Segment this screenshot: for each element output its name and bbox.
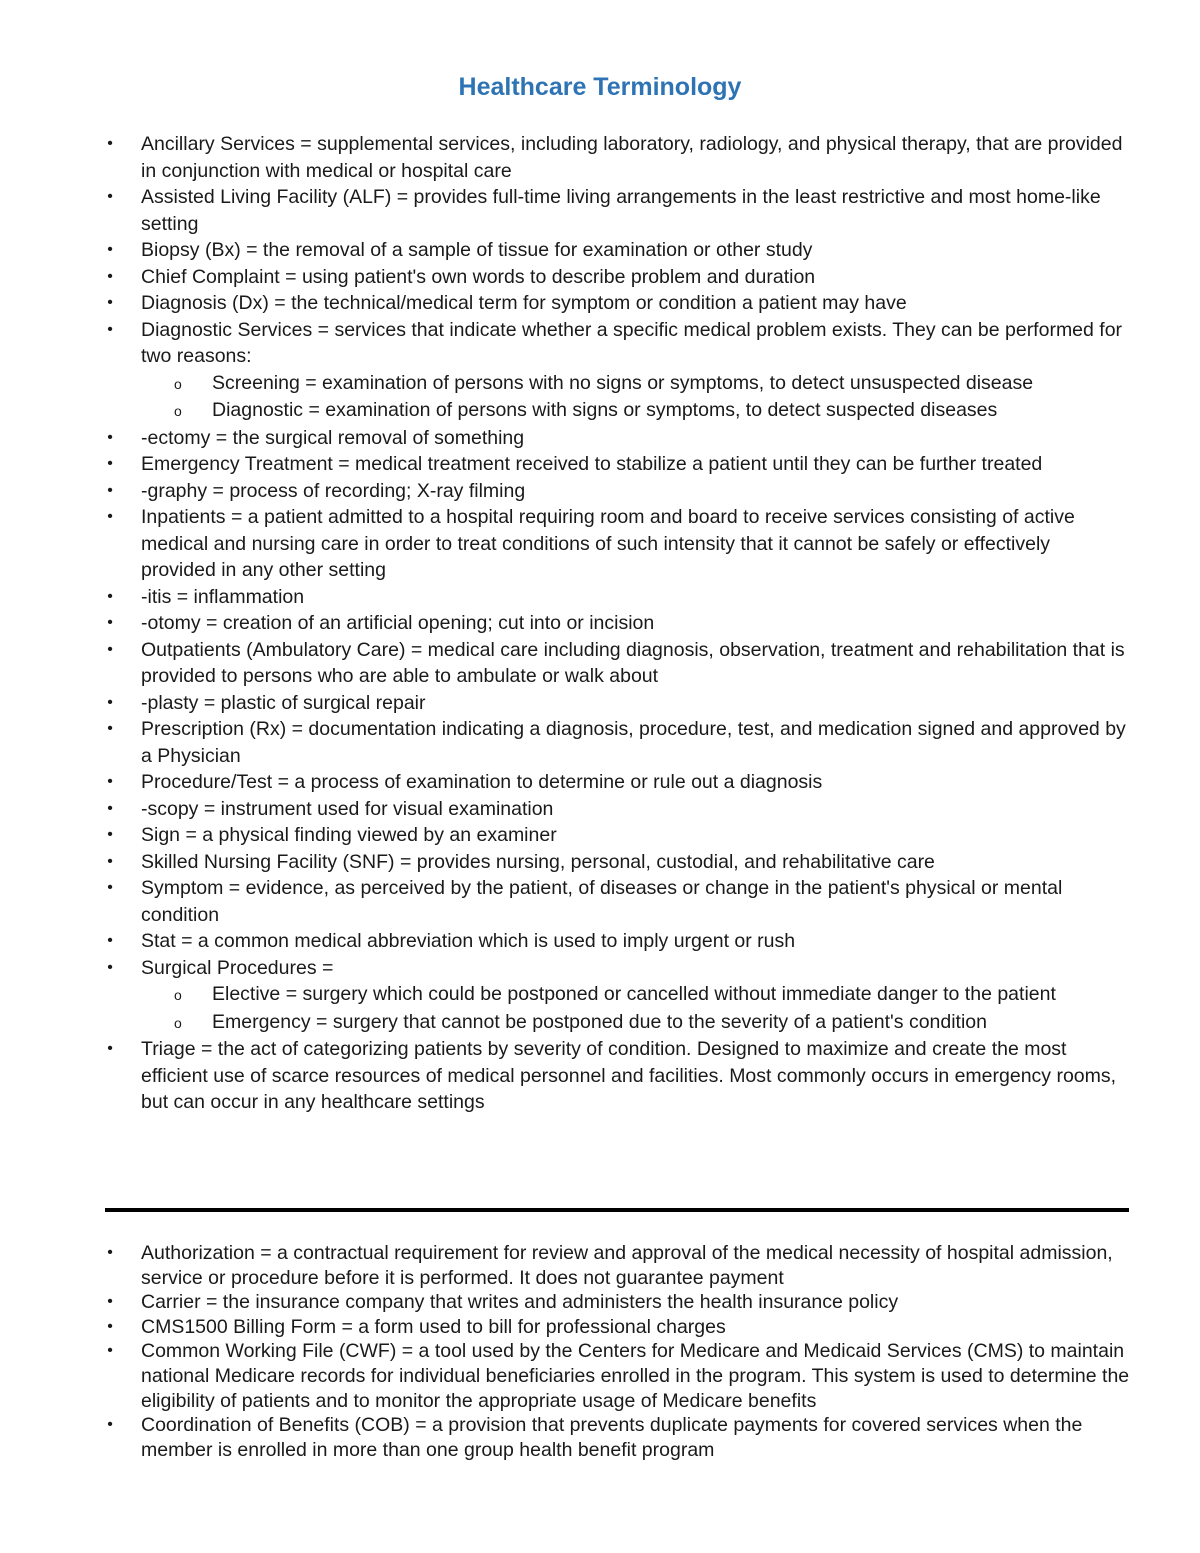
term-text: Common Working File (CWF) = a tool used by the Centers for Medicare and Medicaid Services (CMS) to maintain national Medicare records for individual beneficiaries enrolled in the program. This system is used to determine the eligibility of patients and to monitor the appropriate usage of Medicare benefits [141, 1340, 1130, 1412]
list-item [0, 849, 1200, 876]
list-item [0, 184, 1200, 237]
bullet-icon: • [107, 1040, 113, 1057]
term-text: -scopy = instrument used for visual examination [141, 797, 554, 820]
bullet-icon: • [107, 773, 113, 790]
term-text: -itis = inflammation [141, 585, 305, 608]
term-text: Assisted Living Facility (ALF) = provides full-time living arrangements in the least restrictive and most home-like setting [141, 186, 1101, 235]
bullet-icon: • [107, 879, 113, 896]
list-item [0, 1413, 1200, 1462]
list-item [0, 822, 1200, 849]
term-text: Sign = a physical finding viewed by an examiner [141, 824, 557, 846]
bullet-icon: • [107, 826, 113, 843]
list-item [0, 290, 1200, 317]
list-item [0, 264, 1200, 291]
bullet-icon: • [107, 508, 113, 525]
term-text: Ancillary Services = supplemental services, including laboratory, radiology, and physical therapy, that are provided in conjunction with medical or hospital care [141, 133, 1123, 182]
bullet-icon: • [107, 587, 113, 605]
sub-bullet-icon: o [174, 375, 182, 392]
list-item [0, 1339, 1200, 1413]
list-item [0, 690, 1200, 717]
page-title: Healthcare Terminology [458, 73, 742, 101]
term-text: Coordination of Benefits (COB) = a provision that prevents duplicate payments for covered services when the member is enrolled in more than one group health benefit program [141, 1414, 1083, 1461]
bullet-icon: • [107, 640, 113, 658]
list-item [0, 504, 1200, 584]
term-text: CMS1500 Billing Form = a form used to bill for professional charges [141, 1315, 726, 1338]
list-item [0, 131, 1200, 184]
list-item [0, 1315, 1200, 1340]
sub-term-text: Diagnostic = examination of persons with signs or symptoms, to detect suspected diseases [212, 399, 998, 421]
term-text: Diagnostic Services = services that indicate whether a specific medical problem exists. They can be performed for two reasons: [141, 318, 1123, 367]
list-item [0, 1036, 1200, 1116]
bullet-icon: • [107, 481, 113, 499]
term-text: Stat = a common medical abbreviation which is used to imply urgent or rush [141, 930, 796, 952]
terminology-list-1 [0, 131, 1200, 1116]
list-item [0, 237, 1200, 264]
bullet-icon: • [107, 188, 113, 205]
list-item [0, 928, 1200, 955]
list-item [0, 716, 1200, 769]
sub-list-item [141, 397, 1130, 425]
sub-list-item [141, 370, 1130, 398]
bullet-icon: • [107, 852, 113, 870]
sub-term-text: Screening = examination of persons with no signs or symptoms, to detect unsuspected disease [212, 371, 1034, 394]
bullet-icon: • [107, 1342, 113, 1360]
bullet-icon: • [107, 693, 113, 711]
term-text: Biopsy (Bx) = the removal of a sample of tissue for examination or other study [141, 239, 813, 261]
list-item [0, 425, 1200, 452]
terminology-list-2 [0, 1241, 1200, 1462]
bullet-icon: • [107, 1317, 113, 1335]
term-text: -graphy = process of recording; X-ray filming [141, 479, 526, 502]
term-text: -plasty = plastic of surgical repair [141, 691, 426, 714]
list-item [0, 769, 1200, 796]
term-text: Procedure/Test = a process of examination to determine or rule out a diagnosis [141, 771, 823, 793]
list-item [0, 1241, 1200, 1290]
list-item [0, 955, 1200, 1037]
bullet-icon: • [107, 428, 113, 446]
term-text: Authorization = a contractual requirement for review and approval of the medical necessity of hospital admission, service or procedure before it is performed. It does not guarantee payment [141, 1242, 1113, 1289]
term-text: Surgical Procedures = [141, 956, 334, 979]
bullet-icon: • [107, 1416, 113, 1434]
bullet-icon: • [107, 614, 113, 631]
bullet-icon: • [107, 799, 113, 817]
bullet-icon: • [107, 1293, 113, 1311]
sub-bullet-icon: o [174, 987, 182, 1003]
sub-list [141, 981, 1130, 1036]
list-item [0, 451, 1200, 478]
term-text: Diagnosis (Dx) = the technical/medical term for symptom or condition a patient may have [141, 292, 907, 314]
term-text: Skilled Nursing Facility (SNF) = provides nursing, personal, custodial, and rehabilitative care [141, 850, 935, 873]
bullet-icon: • [107, 455, 113, 472]
term-text: Outpatients (Ambulatory Care) = medical care including diagnosis, observation, treatment and rehabilitation that is provided to persons who are able to ambulate or walk about [141, 638, 1125, 687]
sub-term-text: Elective = surgery which could be postponed or cancelled without immediate danger to the patient [212, 983, 1056, 1005]
term-text: Symptom = evidence, as perceived by the patient, of diseases or change in the patient's physical or mental condition [141, 877, 1063, 926]
term-text: Chief Complaint = using patient's own words to describe problem and duration [141, 265, 816, 288]
bullet-icon: • [107, 135, 113, 152]
term-text: -ectomy = the surgical removal of something [141, 426, 525, 449]
list-item [0, 478, 1200, 505]
sub-list-item [141, 1009, 1130, 1037]
term-text: Prescription (Rx) = documentation indicating a diagnosis, procedure, test, and medication signed and approved by a Physician [141, 718, 1126, 767]
bullet-icon: • [107, 1244, 113, 1261]
bullet-icon: • [107, 267, 113, 285]
term-text: Inpatients = a patient admitted to a hospital requiring room and board to receive services consisting of active medical and nursing care in order to treat conditions of such intensity that it cannot be safely or effectively provided in any other setting [141, 506, 1075, 581]
sub-bullet-icon: o [174, 403, 182, 419]
list-item [0, 1290, 1200, 1315]
sub-bullet-icon: o [174, 1014, 182, 1031]
sub-list [141, 370, 1130, 425]
bullet-icon: • [107, 932, 113, 949]
list-item [0, 796, 1200, 823]
term-text: Carrier = the insurance company that writes and administers the health insurance policy [141, 1291, 899, 1314]
term-text: -otomy = creation of an artificial opening; cut into or incision [141, 612, 655, 634]
bullet-icon: • [107, 720, 113, 737]
term-text: Triage = the act of categorizing patients by severity of condition. Designed to maximize and create the most efficient use of scarce resources of medical personnel and facilities. Most commonly occurs in emergency rooms, but can occur in any healthcare settings [141, 1038, 1117, 1113]
bullet-icon: • [107, 958, 113, 976]
sub-list-item [141, 981, 1130, 1009]
sub-term-text: Emergency = surgery that cannot be postponed due to the severity of a patient's condition [212, 1010, 988, 1033]
list-item [0, 875, 1200, 928]
list-item [0, 317, 1200, 425]
bullet-icon: • [107, 320, 113, 338]
list-item [0, 637, 1200, 690]
term-text: Emergency Treatment = medical treatment received to stabilize a patient until they can be further treated [141, 453, 1043, 475]
bullet-icon: • [107, 241, 113, 258]
section-divider [105, 1208, 1129, 1212]
bullet-icon: • [107, 294, 113, 311]
list-item [0, 610, 1200, 637]
list-item [0, 584, 1200, 611]
